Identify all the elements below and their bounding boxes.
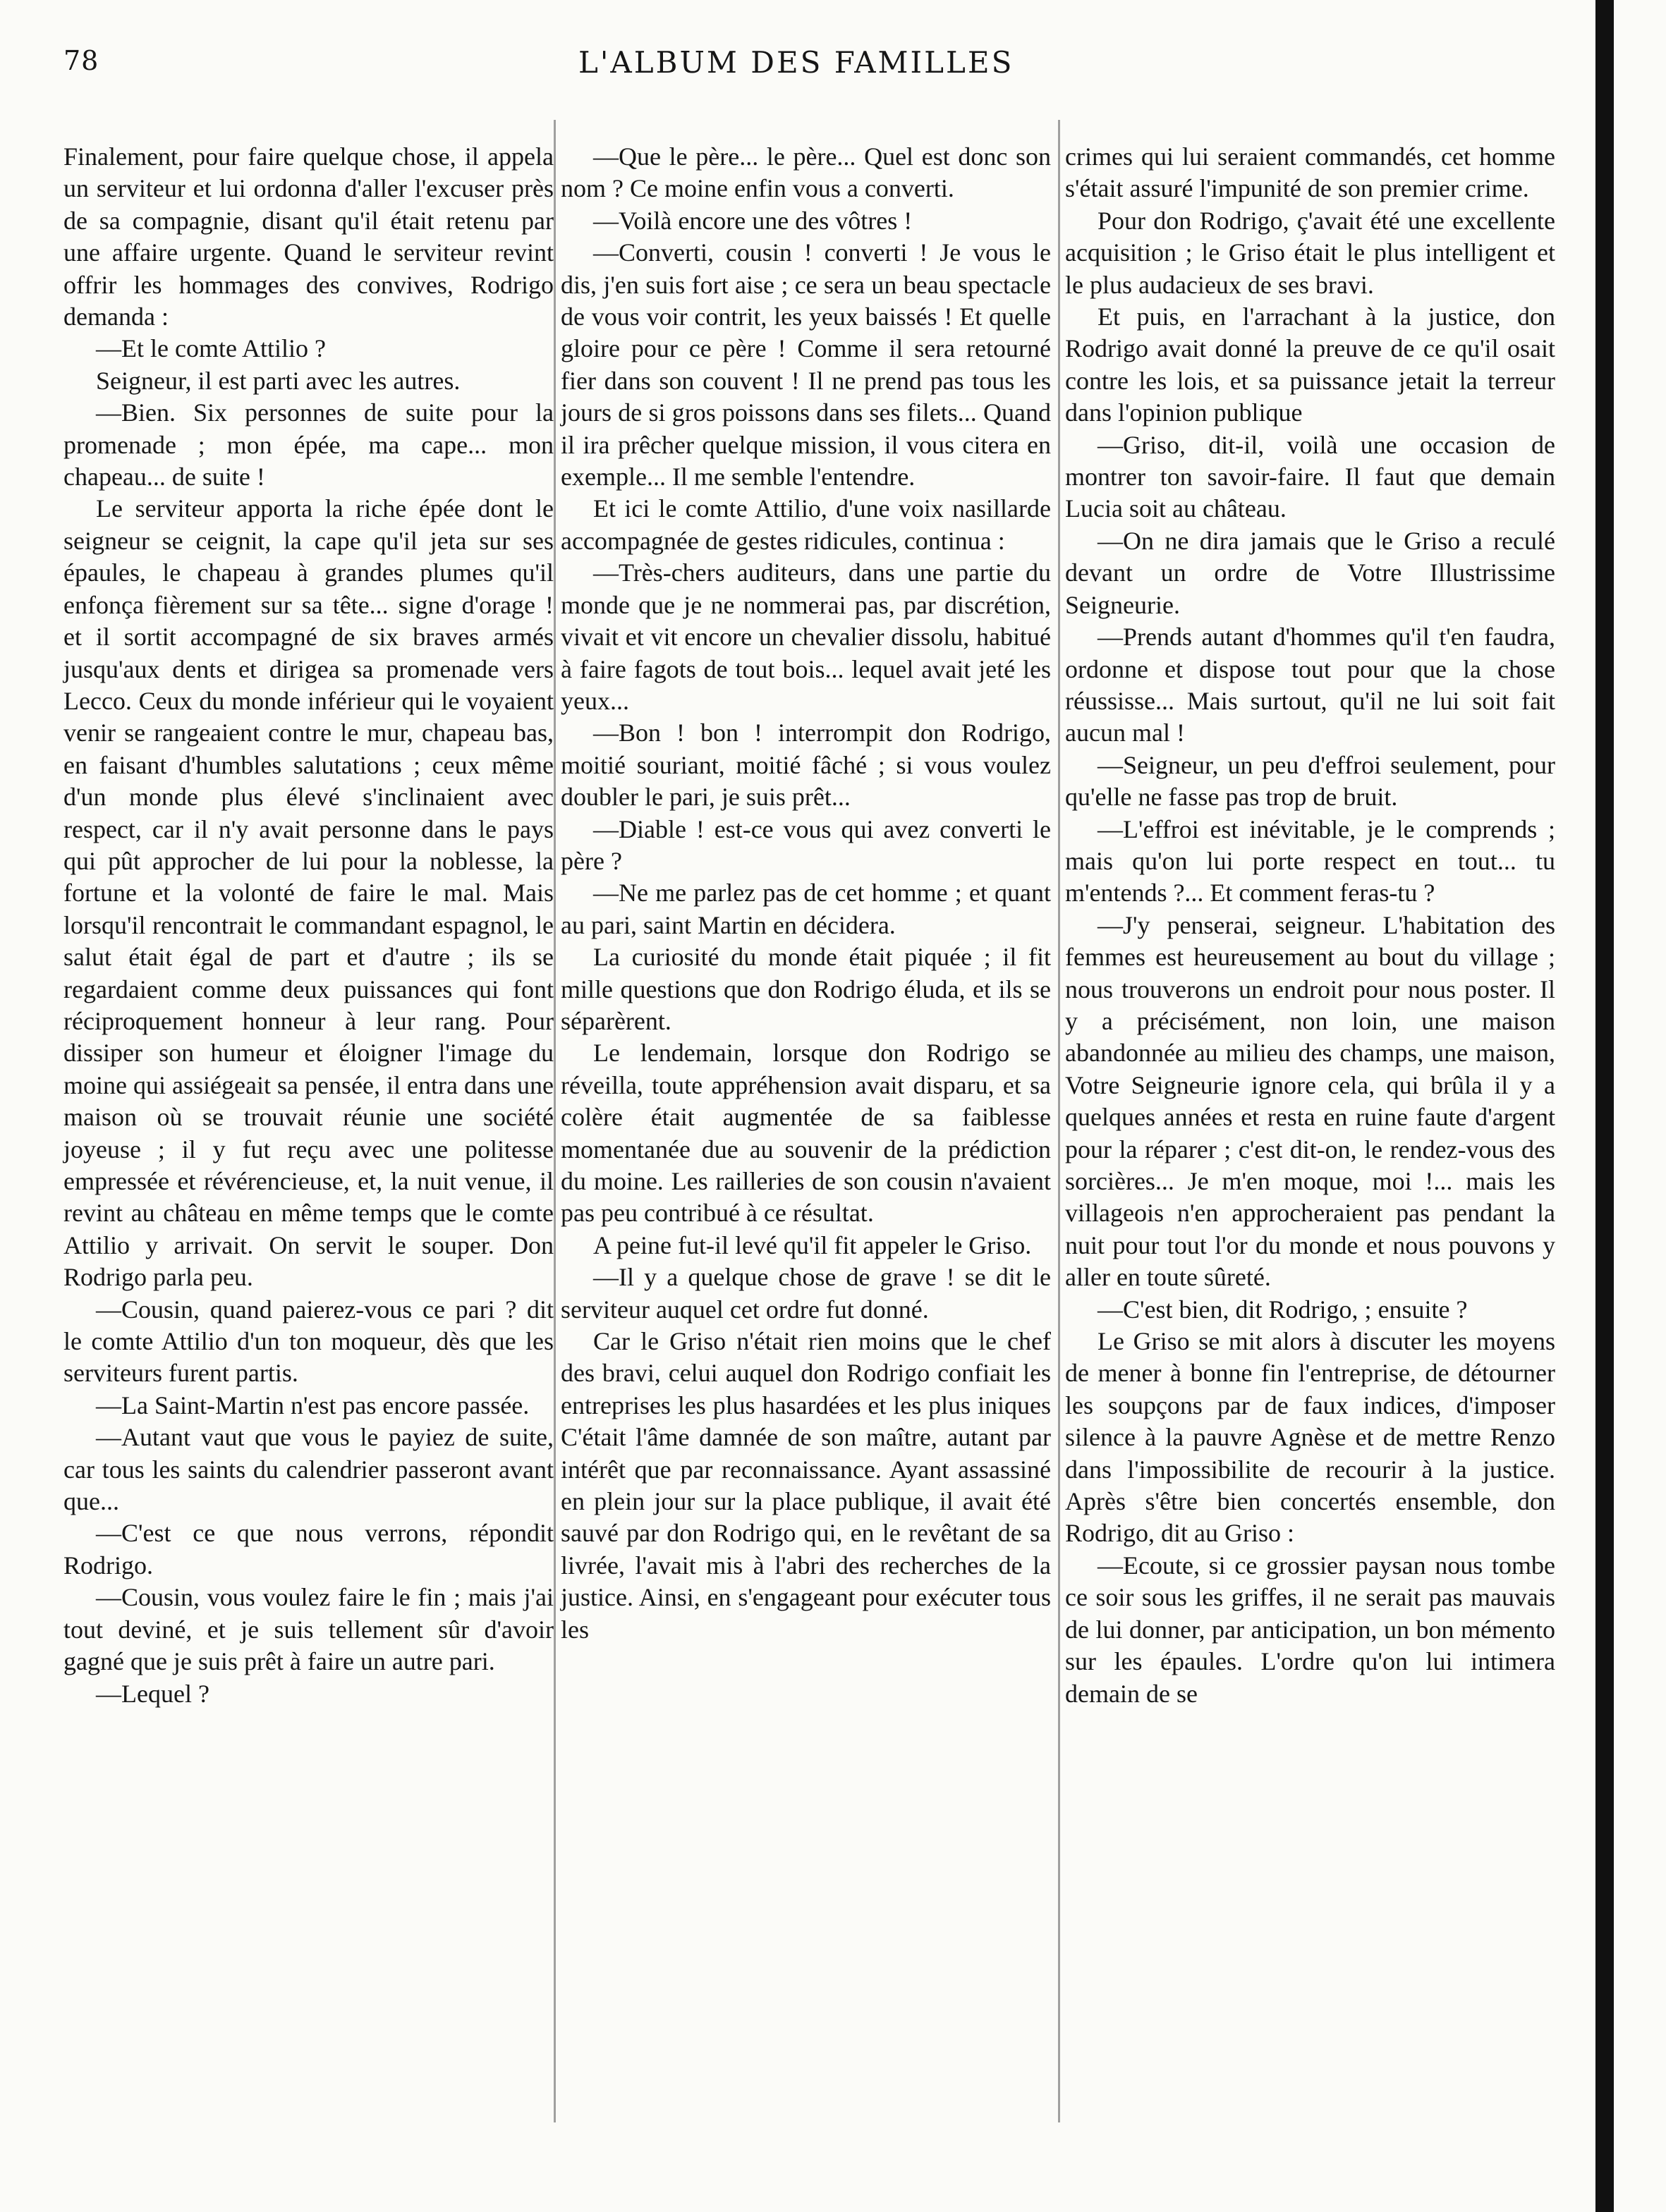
paragraph: —Que le père... le père... Quel est donc son nom ? Ce moine enfin vous a converti. [561,142,1051,203]
binding-edge [1595,0,1614,2212]
paragraph: Et puis, en l'arrachant à la justice, don Rodrigo avait donné la preuve de ce qu'il osait contre les lois, et sa puissance jetait la terreur dans l'opinion publique [1065,303,1555,427]
paragraph: crimes qui lui seraient commandés, cet homme s'était assuré l'impunité de son premier crime. [1065,142,1555,203]
paragraph: Pour don Rodrigo, ç'avait été une excellente acquisition ; le Griso était le plus intelligent et le plus audacieux de ses bravi. [1065,206,1555,299]
paragraph: —La Saint-Martin n'est pas encore passée. [96,1391,530,1419]
paragraph: Car le Griso n'était rien moins que le chef des bravi, celui auquel don Rodrigo confiait les entreprises les plus hasardées et les plus iniques C'était l'âme damnée de son maître, autant par intérêt que par reconnaissance. Ayant assassiné en plein jour sur la place publique, il avait été sauvé par don Rodrigo qui, en le revêtant de sa livrée, l'avait mis à l'abri des recherches de la justice. Ainsi, en s'engageant pour exécuter tous les [561,1327,1051,1644]
paragraph: —C'est ce que nous verrons, répondit Rodrigo. [63,1519,554,1579]
paragraph: —Bon ! bon ! interrompit don Rodrigo, moitié souriant, moitié fâché ; si vous voulez doubler le pari, je suis prêt... [561,719,1051,812]
paragraph: Finalement, pour faire quelque chose, il appela un serviteur et lui ordonna d'aller l'excuser près de sa compagnie, disant qu'il était retenu par une affaire urgente. Quand le serviteur revint offrir les hommages des convives, Rodrigo demanda : [63,142,554,331]
paragraph: —Voilà encore une des vôtres ! [593,206,913,235]
paragraph: A peine fut-il levé qu'il fit appeler le Griso. [593,1230,1032,1259]
paragraph: —On ne dira jamais que le Griso a reculé devant un ordre de Votre Illustrissime Seigneurie. [1065,526,1555,619]
page-header [0,41,1666,90]
paragraph: —Ne me parlez pas de cet homme ; et quant au pari, saint Martin en décidera. [561,879,1051,939]
paragraph: —Diable ! est-ce vous qui avez converti le père ? [561,814,1051,875]
paragraph: Et ici le comte Attilio, d'une voix nasillarde accompagnée de gestes ridicules, continua : [561,494,1051,555]
text-column-1 [63,141,554,1710]
text-column-2 [561,141,1051,1646]
paragraph: —L'effroi est inévitable, je le comprends ; mais qu'on lui porte respect en tout... tu m'entends ?... Et comment feras-tu ? [1065,814,1555,908]
paragraph: —Cousin, quand paierez-vous ce pari ? dit le comte Attilio d'un ton moqueur, dès que les serviteurs furent partis. [63,1295,554,1388]
paragraph: —Ecoute, si ce grossier paysan nous tombe ce soir sous les griffes, il ne serait pas mauvais de lui donner, par anticipation, un bon mémento sur les épaules. L'ordre qu'on lui intimera demain de se [1065,1551,1555,1708]
paragraph: —Converti, cousin ! converti ! Je vous le dis, j'en suis fort aise ; ce sera un beau spectacle de vous voir contrit, les yeux baissés ! Et quelle gloire pour ce père ! Comme il sera retourné fier dans son couvent ! Il ne prend pas tous les jours de si gros poissons dans ses filets... Quand il ira prêcher quelque mission, il vous citera en exemple... Il me semble l'entendre. [561,238,1051,491]
paragraph: Seigneur, il est parti avec les autres. [96,366,461,395]
paragraph: Le lendemain, lorsque don Rodrigo se réveilla, toute appréhension avait disparu, et sa colère était augmentée de sa faiblesse momentanée due au souvenir de la prédiction du moine. Les railleries de son cousin n'avaient pas peu contribué à ce résultat. [561,1039,1051,1228]
paragraph: —Et le comte Attilio ? [96,334,326,363]
paragraph: —Griso, dit-il, voilà une occasion de montrer ton savoir-faire. Il faut que demain Lucia soit au château. [1065,430,1555,523]
paragraph: —Très-chers auditeurs, dans une partie du monde que je ne nommerai pas, par discrétion, vivait et vit encore un chevalier dissolu, habitué à faire fagots de tout bois... lequel avait jeté les yeux... [561,558,1051,715]
paragraph: Le serviteur apporta la riche épée dont le seigneur se ceignit, la cape qu'il jeta sur ses épaules, le chapeau à grandes plumes qu'il enfonça fièrement sur sa tête... signe d'orage ! et il sortit accompagné de six braves armés jusqu'aux dents et dirigea sa promenade vers Lecco. Ceux du monde inférieur qui le voyaient venir se rangeaient contre le mur, chapeau bas, en faisant d'humbles salutations ; ceux même d'un monde plus élevé s'inclinaient avec respect, car il n'y avait personne dans le pays qui pût approcher de lui pour la noblesse, la fortune et la volonté de faire le mal. Mais lorsqu'il rencontrait le commandant espagnol, le salut était égal de part et d'autre ; ils se regardaient comme deux puissances qui font réciproquement honneur à leur rang. Pour dissiper son humeur et éloigner l'image du moine qui assiégeait sa pensée, il entra dans une maison où se trouvait réunie une société joyeuse ; il y fut reçu avec une politesse empressée et révérencieuse, et, la nuit venue, il revint au château en même temps que le comte Attilio y arrivait. On servit le souper. Don Rodrigo parla peu. [63,494,554,1292]
paragraph: —Prends autant d'hommes qu'il t'en faudra, ordonne et dispose tout pour que la chose réussisse... Mais surtout, qu'il ne lui soit fait aucun mal ! [1065,623,1555,747]
page-number: 78 [63,45,99,76]
paragraph: —C'est bien, dit Rodrigo, ; ensuite ? [1098,1295,1468,1324]
text-column-3 [1065,141,1555,1710]
paragraph: —Il y a quelque chose de grave ! se dit le serviteur auquel cet ordre fut donné. [561,1263,1051,1324]
paragraph: Le Griso se mit alors à discuter les moyens de mener à bonne fin l'entreprise, de détourner les soupçons par de faux indices, d'imposer silence à la pauvre Agnèse et de mettre Renzo dans l'impossibilite de recourir à la justice. Après s'être bien concertés ensemble, don Rodrigo, dit au Griso : [1065,1327,1555,1548]
paragraph: —Lequel ? [96,1679,209,1708]
column-divider [554,120,556,2122]
paragraph: La curiosité du monde était piquée ; il fit mille questions que don Rodrigo éluda, et ils se séparèrent. [561,943,1051,1035]
paragraph: —Bien. Six personnes de suite pour la promenade ; mon épée, ma cape... mon chapeau... de suite ! [63,398,554,491]
running-title: L'ALBUM DES FAMILLES [578,45,1014,80]
paragraph: —Seigneur, un peu d'effroi seulement, pour qu'elle ne fasse pas trop de bruit. [1065,750,1555,812]
paragraph: —J'y penserai, seigneur. L'habitation des femmes est heureusement au bout du village ; nous trouverons un endroit pour nous poster. Il y a précisément, non loin, une maison abandonnée au milieu des champs, une maison, Votre Seigneurie ignore cela, qui brûla il y a quelques années et resta en ruine faute d'argent pour la réparer ; c'est dit-on, le rendez-vous des sorcières... Je m'en moque, moi !... mais les villageois n'en approcheraient pas pendant la nuit pour tout l'or du monde et nous pouvons y aller en toute sûreté. [1065,910,1555,1292]
column-divider [1058,120,1060,2122]
paragraph: —Cousin, vous voulez faire le fin ; mais j'ai tout deviné, et je suis tellement sûr d'avoir gagné que je suis prêt à faire un autre pari. [63,1583,554,1676]
paragraph: —Autant vaut que vous le payiez de suite, car tous les saints du calendrier passeront avant que... [63,1423,554,1516]
